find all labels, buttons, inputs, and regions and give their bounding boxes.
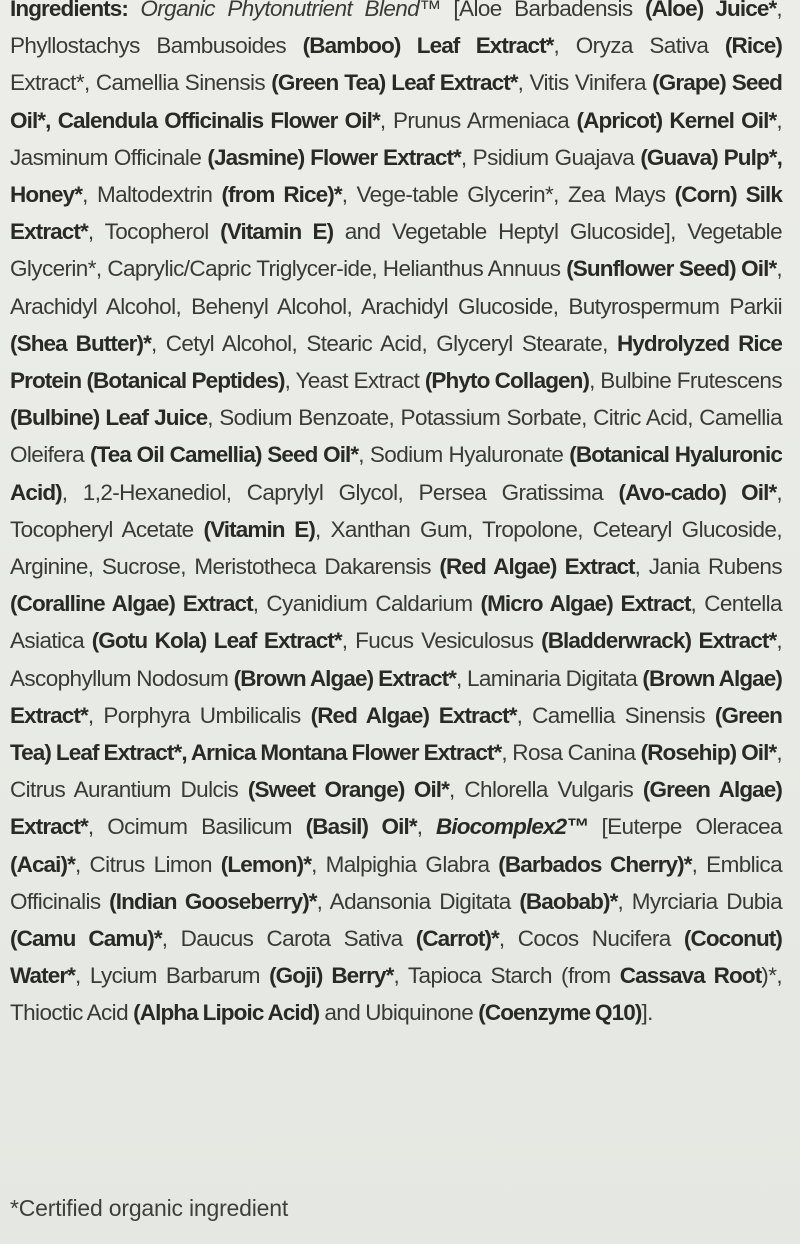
ingredient-segment: (Barbados Cherry)*: [498, 851, 692, 877]
ingredient-segment: (Brown Algae) Extract*: [233, 665, 457, 691]
ingredient-segment: , Jasminum Officinale: [10, 107, 782, 170]
certified-organic-footnote: *Certified organic ingredient: [10, 1195, 289, 1221]
ingredient-segment: (Coconut) Water*: [10, 926, 782, 989]
ingredient-segment: (Basil) Oil*: [305, 814, 417, 840]
ingredient-segment: , Psidium Guajava: [460, 144, 641, 170]
ingredient-segment: Biocomplex2™: [436, 814, 588, 840]
ingredients-list: [10, 0, 782, 1032]
ingredient-segment: , Yeast Extract: [284, 368, 425, 394]
ingredient-segment: (Aloe) Juice*: [644, 0, 777, 21]
ingredient-segment: (Green Algae) Extract*: [10, 777, 782, 840]
ingredient-segment: , Emblica Officinalis: [10, 851, 782, 914]
ingredient-segment: , Laminaria Digitata: [456, 665, 643, 691]
ingredient-segment: (Guava) Pulp*, Honey*: [10, 144, 782, 208]
ingredient-segment: , Tocopheryl Acetate: [10, 479, 782, 542]
ingredient-segment: (Camu Camu)*: [10, 926, 162, 952]
ingredient-segment: (Avo-cado) Oil*: [618, 479, 777, 505]
ingredient-segment: , Citrus Aurantium Dulcis: [10, 740, 783, 803]
ingredient-segment: (Brown Algae) Extract*: [10, 665, 782, 728]
ingredient-segment: [Euterpe Oleracea: [587, 814, 782, 840]
ingredient-segment: and Vegetable Heptyl Glucoside], Vegetable Glycerin*, Caprylic/Capric Triglycer-ide, Helianthus Annuus: [10, 219, 782, 282]
ingredient-segment: (Jasmine) Flower Extract*: [207, 144, 461, 170]
ingredient-segment: , Xanthan Gum, Tropolone, Cetearyl Glucoside, Arginine, Sucrose, Meristotheca Dakarensis: [10, 516, 782, 580]
ingredient-segment: (Shea Butter)*: [10, 330, 151, 356]
ingredient-segment: , Phyllostachys Bambusoides: [10, 0, 782, 59]
ingredient-segment: (Red Algae) Extract*: [310, 702, 517, 728]
ingredient-segment: (Baobab)*: [519, 888, 618, 914]
ingredient-segment: (Indian Gooseberry)*: [109, 888, 317, 914]
ingredient-segment: , Chlorella Vulgaris: [449, 777, 643, 803]
ingredient-segment: (Sweet Orange) Oil*: [247, 777, 450, 803]
ingredients-paragraph: [10, 0, 782, 1032]
ingredient-segment: (Micro Algae) Extract: [480, 591, 691, 617]
ingredient-segment: Ingredients:: [10, 0, 128, 21]
ingredient-segment: (Tea Oil Camellia) Seed Oil*: [89, 442, 359, 468]
ingredient-segment: (Vitamin E): [203, 516, 315, 542]
ingredient-segment: , Sodium Hyaluronate: [358, 442, 570, 468]
ingredient-segment: , Porphyra Umbilicalis: [87, 702, 311, 728]
ingredient-segment: , Vege-table Glycerin*, Zea Mays: [341, 182, 675, 208]
ingredient-segment: (Bamboo) Leaf Extract*: [302, 33, 554, 59]
ingredient-segment: , Vitis Vinifera: [517, 70, 653, 96]
ingredient-segment: Extract*, Camellia Sinensis: [10, 70, 272, 96]
ingredient-segment: (Green Tea) Leaf Extract*, Arnica Montana Flower Extract*: [10, 702, 783, 766]
ingredient-segment: (Grape) Seed Oil*, Calendula Officinalis Flower Oil*: [10, 70, 782, 133]
ingredient-segment: , Myrciaria Dubia: [617, 888, 782, 914]
ingredient-segment: Cassava Root: [619, 963, 762, 989]
ingredient-segment: (Red Algae) Extract: [439, 554, 635, 580]
ingredient-segment: , Cyanidium Caldarium: [252, 591, 481, 617]
ingredient-segment: , Bulbine Frutescens: [589, 368, 782, 394]
ingredient-segment: , Ascophyllum Nodosum: [10, 628, 782, 691]
ingredient-segment: , Cetyl Alcohol, Stearic Acid, Glyceryl Stearate,: [150, 330, 617, 356]
ingredient-segment: , Daucus Carota Sativa: [161, 926, 416, 952]
ingredient-segment: [128, 0, 140, 21]
ingredient-segment: (Alpha Lipoic Acid): [133, 1000, 320, 1026]
ingredient-segment: , Citrus Limon: [74, 851, 221, 877]
ingredient-segment: (Goji) Berry*: [269, 963, 394, 989]
ingredient-segment: (Gotu Kola) Leaf Extract*: [91, 628, 342, 654]
ingredient-segment: , Oryza Sativa: [553, 33, 725, 59]
ingredient-segment: (Vitamin E): [220, 219, 334, 245]
ingredient-segment: , Cocos Nucifera: [498, 926, 684, 952]
ingredient-segment: (Bulbine) Leaf Juice: [10, 405, 208, 431]
ingredient-segment: (Rosehip) Oil*: [640, 740, 777, 766]
ingredient-segment: (Carrot)*: [415, 926, 499, 952]
ingredient-segment: (Phyto Collagen): [424, 368, 590, 394]
ingredient-segment: [Aloe Barbadensis: [441, 0, 645, 21]
ingredient-segment: , Rosa Canina: [501, 740, 641, 766]
ingredient-segment: Hydrolyzed Rice Protein (Botanical Peptides): [10, 330, 783, 394]
ingredient-segment: (Coenzyme Q10): [478, 1000, 642, 1026]
ingredient-segment: , Centella Asiatica: [10, 591, 782, 654]
ingredient-segment: Organic Phytonutrient Blend™: [140, 0, 441, 21]
ingredient-segment: ,: [416, 814, 437, 840]
ingredient-segment: (Coralline Algae) Extract: [10, 591, 253, 617]
ingredient-segment: (Lemon)*: [220, 851, 312, 877]
ingredient-segment: , Maltodextrin: [82, 182, 222, 208]
ingredient-segment: (Apricot) Kernel Oil*: [576, 107, 777, 133]
ingredient-segment: , Malpighia Glabra: [311, 851, 499, 877]
ingredient-segment: (Sunflower Seed) Oil*: [566, 256, 777, 282]
ingredient-segment: , 1,2-Hexanediol, Caprylyl Glycol, Persea Gratissima: [61, 479, 619, 505]
ingredient-segment: (Rice): [724, 33, 783, 59]
ingredient-segment: ].: [641, 1000, 653, 1026]
ingredient-segment: and Ubiquinone: [319, 1000, 479, 1026]
ingredient-segment: (Green Tea) Leaf Extract*: [271, 70, 518, 96]
ingredient-segment: , Jania Rubens: [634, 554, 782, 580]
ingredient-segment: , Sodium Benzoate, Potassium Sorbate, Citric Acid, Camellia Oleifera: [10, 405, 782, 468]
ingredient-segment: , Fucus Vesiculosus: [341, 628, 542, 654]
ingredient-segment: , Ocimum Basilicum: [87, 814, 306, 840]
ingredient-segment: , Tocopherol: [87, 219, 221, 245]
ingredient-segment: , Prunus Armeniaca: [379, 107, 577, 133]
ingredient-segment: )*, Thioctic Acid: [10, 963, 782, 1026]
ingredient-segment: , Lycium Barbarum: [75, 963, 270, 989]
ingredient-segment: (Bladderwrack) Extract*: [541, 628, 777, 654]
ingredient-segment: (Acai)*: [10, 851, 75, 877]
ingredient-segment: , Tapioca Starch (from: [393, 963, 620, 989]
ingredient-segment: (Corn) Silk Extract*: [10, 182, 782, 245]
ingredient-segment: (Botanical Hyaluronic Acid): [10, 442, 782, 505]
ingredient-segment: , Adansonia Digitata: [316, 888, 520, 914]
ingredient-segment: , Camellia Sinensis: [516, 702, 715, 728]
ingredient-segment: , Arachidyl Alcohol, Behenyl Alcohol, Arachidyl Glucoside, Butyrospermum Parkii: [10, 256, 783, 319]
ingredient-segment: (from Rice)*: [221, 182, 342, 208]
